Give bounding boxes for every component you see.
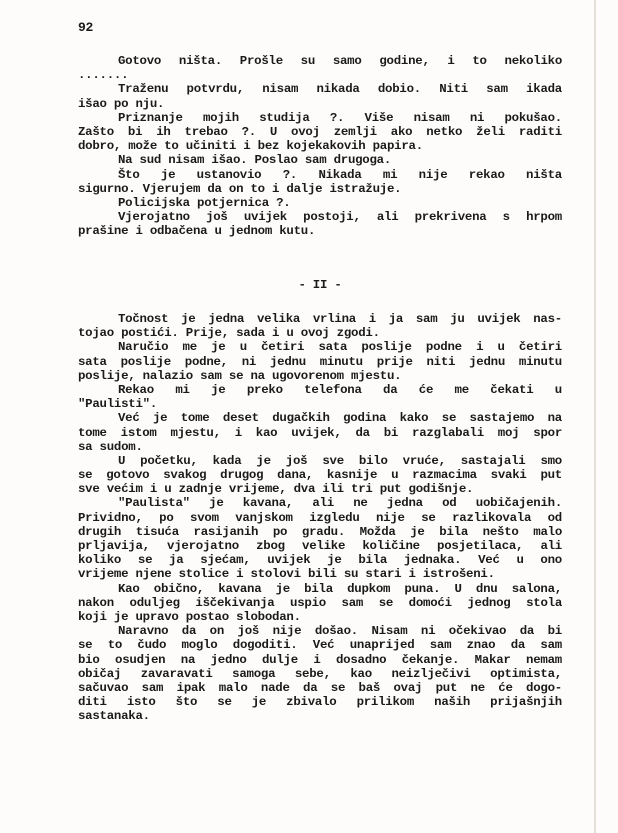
text-line: Što je ustanovio ?. Nikada mi nije rekao ništa: [118, 167, 562, 182]
text-line: sačuvao sam ipak malo nade da se baš ovaj put ne će dogo-: [78, 680, 562, 695]
text-line: tojao postići. Prije, sada i u ovoj zgodi.: [78, 326, 380, 341]
text-line: sigurno. Vjerujem da on to i dalje istražuje.: [78, 181, 402, 196]
text-line: Točnost je jedna velika vrlina i ja sam ju uvijek nas-: [118, 312, 562, 326]
section-two-text: [78, 312, 562, 723]
text-line: koliko se ja sjećam, uvijek je bila jednaka. Već u ono: [78, 553, 562, 568]
text-line: prašine i odbačena u jednom kutu.: [78, 224, 316, 239]
section-separator: - II -: [298, 278, 342, 292]
text-line: sastanaka.: [78, 709, 150, 724]
text-line: bio osudjen na jedno dulje i dosadno čekanje. Makar nemam: [78, 652, 562, 667]
text-line: koji je upravo postao slobodan.: [78, 609, 301, 624]
text-line: sata poslije podne, ni jednu minutu prije niti jednu minutu: [78, 354, 562, 369]
text-line: sve većim i u zadnje vrijeme, dva ili tri put godišnje.: [78, 482, 474, 497]
text-line: Već je tome deset dugačkih godina kako se sastajemo na: [118, 411, 562, 426]
text-line: dobro, može to učiniti i bez kojekakovih papira.: [78, 139, 423, 154]
text-line: Naravno da on još nije došao. Nisam ni očekivao da bi: [118, 624, 562, 639]
page-number: 92: [78, 20, 94, 35]
text-line: "Paulisti".: [78, 397, 158, 412]
text-line: U početku, kada je još sve bilo vruće, sastajali smo: [118, 453, 562, 468]
text-line: Priznanje mojih studija ?. Više nisam ni pokušao.: [118, 110, 562, 125]
text-line: Gotovo ništa. Prošle su samo godine, i to nekoliko: [118, 54, 562, 68]
text-line: nakon oduljeg iščekivanja uspio sam se domoći jednog stola: [78, 595, 562, 610]
text-line: vrijeme njene stolice i stolovi bili su stari i istrošeni.: [78, 567, 495, 582]
text-line: Rekao mi je preko telefona da će me čekati u: [118, 382, 562, 397]
text-line: se gotovo svakog drugog dana, kasnije u razmacima svaki put: [78, 468, 562, 483]
section-one-text: [78, 54, 562, 238]
text-line: Vjerojatno još uvijek postoji, ali prekrivena s hrpom: [118, 210, 562, 225]
text-line: sa sudom.: [78, 439, 143, 454]
text-line: običaj zavaravati samoga sebe, kao neizlječivi optimista,: [78, 666, 562, 681]
text-line: se to čudo moglo dogoditi. Već unaprijed sam znao da sam: [78, 638, 562, 653]
text-line: poslije, nalazio sam se na ugovorenom mjestu.: [78, 368, 402, 383]
text-line: Kao obično, kavana je bila dupkom puna. U dnu salona,: [118, 581, 562, 596]
text-line: Zašto bi ih trebao ?. U ovoj zemlji ako netko želi raditi: [78, 124, 562, 139]
text-line: drugih tisuća rasijanih po gradu. Možda je bila nešto malo: [78, 524, 562, 539]
text-line: diti isto što se je zbivalo prilikom naših prijašnjih: [78, 695, 562, 710]
text-line: Na sud nisam išao. Poslao sam drugoga.: [118, 153, 392, 168]
text-line: .......: [78, 68, 129, 83]
text-line: prljavija, vjerojatno zbog velike količine posjetilaca, ali: [78, 539, 562, 553]
text-line: Policijska potjernica ?.: [118, 195, 291, 210]
page-edge: [594, 0, 596, 833]
text-line: Traženu potvrdu, nisam nikada dobio. Niti sam ikada: [118, 82, 562, 97]
text-line: Prividno, po svom vanjskom izgledu nije se razlikovala od: [78, 510, 562, 525]
text-line: "Paulista" je kavana, ali ne jedna od uobičajenih.: [118, 496, 562, 511]
text-line: Naručio me je u četiri sata poslije podne i u četiri: [118, 340, 562, 355]
text-line: išao po nju.: [78, 96, 165, 111]
text-line: tome istom mjestu, i kao uvijek, da bi razglabali moj spor: [78, 425, 562, 440]
